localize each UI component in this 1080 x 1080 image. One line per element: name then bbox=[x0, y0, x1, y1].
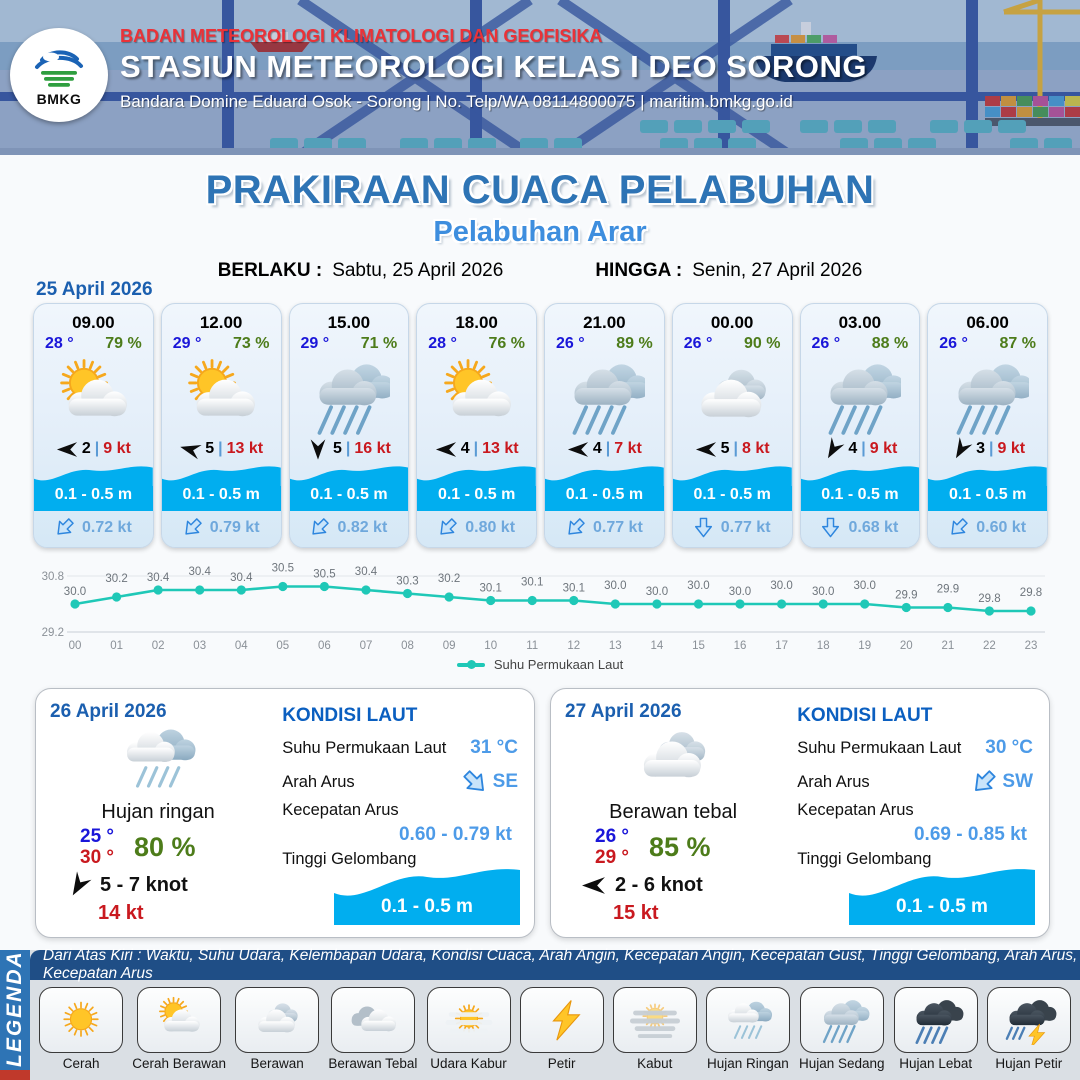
legend-item bbox=[328, 987, 417, 1071]
weather-card bbox=[927, 303, 1048, 548]
temperature-value: 28 ° bbox=[428, 335, 457, 352]
red-corner bbox=[0, 1070, 30, 1080]
legend-items bbox=[30, 980, 1080, 1080]
svg-text:21: 21 bbox=[941, 640, 955, 652]
wind-direction-icon bbox=[56, 441, 78, 458]
wind-separator: | bbox=[861, 440, 866, 457]
svg-text:05: 05 bbox=[276, 640, 290, 652]
legend-item bbox=[894, 987, 978, 1071]
legend-weather-icon bbox=[39, 987, 123, 1053]
sst-label: Suhu Permukaan Laut bbox=[797, 738, 962, 757]
legend-item bbox=[132, 987, 226, 1071]
wind-separator: | bbox=[345, 440, 351, 457]
svg-text:30.1: 30.1 bbox=[521, 576, 544, 589]
weather-card bbox=[33, 303, 154, 548]
hourly-forecast-row bbox=[33, 303, 1048, 548]
wave-height: 0.1 - 0.5 m bbox=[928, 486, 1047, 511]
temp-max: 30 ° bbox=[80, 847, 115, 869]
legend-item-label: Cerah bbox=[62, 1056, 100, 1071]
wave-height-band bbox=[34, 463, 153, 511]
legend-item bbox=[235, 987, 319, 1071]
wind-row bbox=[435, 440, 519, 458]
humidity-value: 71 % bbox=[360, 335, 398, 352]
temperature-value: 29 ° bbox=[300, 335, 330, 352]
wave-height: 0.1 - 0.5 m bbox=[545, 486, 664, 511]
legend-item bbox=[987, 987, 1071, 1071]
svg-text:30.4: 30.4 bbox=[188, 566, 211, 578]
svg-text:17: 17 bbox=[775, 640, 788, 652]
temperature-value: 26 ° bbox=[811, 335, 841, 352]
legend-item bbox=[427, 987, 511, 1071]
legend-item-label: Kabut bbox=[637, 1056, 673, 1071]
agency-title: BADAN METEOROLOGI KLIMATOLOGI DAN GEOFISIKA bbox=[120, 26, 603, 46]
svg-text:12: 12 bbox=[567, 640, 581, 652]
current-speed: 0.60 kt bbox=[976, 518, 1027, 536]
legend-item-label: Hujan Sedang bbox=[799, 1056, 885, 1071]
legend-section bbox=[0, 947, 1080, 1080]
current-direction-icon bbox=[457, 764, 492, 799]
wind-row bbox=[950, 440, 1025, 458]
svg-text:30.4: 30.4 bbox=[354, 566, 378, 578]
hingga-value: Senin, 27 April 2026 bbox=[692, 260, 863, 281]
current-row bbox=[290, 511, 409, 547]
current-speed: 0.77 kt bbox=[592, 518, 643, 536]
svg-text:13: 13 bbox=[608, 640, 622, 652]
current-direction-icon bbox=[561, 513, 589, 541]
current-direction-icon bbox=[967, 764, 1002, 799]
svg-text:29.9: 29.9 bbox=[936, 583, 960, 596]
wind-speed: 4 bbox=[460, 440, 470, 457]
wind-separator: | bbox=[473, 440, 479, 457]
wind-direction-icon bbox=[581, 876, 606, 895]
sst-chart bbox=[35, 560, 1045, 654]
wind-row bbox=[307, 440, 391, 458]
legend-item-label: Hujan Lebat bbox=[899, 1056, 973, 1071]
current-speed: 0.68 kt bbox=[848, 518, 899, 536]
humidity-value: 87 % bbox=[999, 335, 1036, 352]
wind-speed: 4 bbox=[848, 440, 858, 457]
time-label: 09.00 bbox=[72, 313, 115, 332]
svg-text:07: 07 bbox=[359, 640, 373, 652]
temperature-value: 26 ° bbox=[556, 335, 585, 352]
weather-icon bbox=[180, 354, 262, 440]
wind-range: 2 - 6 knot bbox=[615, 873, 703, 896]
weather-card bbox=[161, 303, 282, 548]
svg-text:30.0: 30.0 bbox=[853, 580, 876, 592]
legend-weather-icon bbox=[137, 987, 221, 1053]
wave-height-band bbox=[928, 463, 1047, 511]
wave-height-band bbox=[801, 463, 920, 511]
wind-direction-icon bbox=[821, 435, 847, 463]
wind-direction-icon bbox=[948, 435, 974, 463]
wind-range: 5 - 7 knot bbox=[100, 873, 188, 896]
legend-item-label: Berawan Tebal bbox=[328, 1056, 418, 1071]
wave-height-band bbox=[849, 863, 1035, 925]
berlaku-value: Sabtu, 25 April 2026 bbox=[332, 260, 504, 281]
svg-text:30.0: 30.0 bbox=[645, 586, 669, 598]
humidity-value: 79 % bbox=[105, 335, 142, 352]
weather-icon bbox=[436, 354, 518, 440]
svg-text:29.9: 29.9 bbox=[895, 589, 918, 602]
current-speed-label: Kecepatan Arus bbox=[282, 801, 399, 819]
weather-card bbox=[672, 303, 793, 548]
sst-label: Suhu Permukaan Laut bbox=[282, 738, 447, 757]
current-direction-icon bbox=[694, 517, 713, 538]
current-dir-value: SE bbox=[492, 771, 518, 792]
bmkg-logo-text: BMKG bbox=[36, 91, 82, 107]
wave-height: 0.1 - 0.5 m bbox=[381, 896, 473, 917]
wave-height-band bbox=[290, 463, 409, 511]
weather-icon bbox=[565, 719, 781, 799]
gust-speed: 14 kt bbox=[98, 901, 144, 924]
weather-icon bbox=[691, 354, 773, 440]
current-direction-icon bbox=[178, 513, 206, 541]
wind-speed: 3 bbox=[976, 440, 986, 457]
legend-weather-icon bbox=[987, 987, 1071, 1053]
legend-weather-icon bbox=[427, 987, 511, 1053]
svg-text:30.5: 30.5 bbox=[271, 562, 294, 575]
current-direction-icon bbox=[945, 513, 973, 541]
header-address: Bandara Domine Eduard Osok - Sorong | No. Telp/WA 08114800075 | maritim.bmkg.go.id bbox=[120, 92, 793, 111]
kondisi-laut-heading: KONDISI LAUT bbox=[797, 705, 933, 726]
weather-icon bbox=[308, 354, 390, 440]
wave-height: 0.1 - 0.5 m bbox=[673, 486, 792, 511]
wind-separator: | bbox=[989, 440, 994, 457]
legend-series-label: Suhu Permukaan Laut bbox=[493, 657, 624, 672]
svg-text:30.0: 30.0 bbox=[604, 580, 627, 592]
legend-item-label: Hujan Ringan bbox=[706, 1056, 789, 1071]
svg-text:22: 22 bbox=[983, 640, 996, 652]
current-direction-icon bbox=[821, 517, 840, 538]
svg-text:19: 19 bbox=[858, 640, 872, 652]
svg-text:30.4: 30.4 bbox=[146, 572, 170, 584]
wind-direction-icon bbox=[177, 438, 203, 460]
wind-speed: 5 bbox=[720, 440, 730, 457]
legend-item-label: Udara Kabur bbox=[430, 1056, 507, 1071]
wave-height-band bbox=[417, 463, 536, 511]
legend-item-label: Berawan bbox=[250, 1056, 304, 1071]
temperature-value: 26 ° bbox=[683, 335, 713, 352]
svg-text:23: 23 bbox=[1024, 640, 1038, 652]
svg-text:30.5: 30.5 bbox=[313, 568, 336, 581]
wave-height-band bbox=[545, 463, 664, 511]
wind-direction-icon bbox=[309, 438, 326, 460]
current-row bbox=[673, 511, 792, 547]
svg-text:09: 09 bbox=[442, 640, 456, 652]
wind-speed: 5 bbox=[205, 440, 215, 457]
temp-max: 29 ° bbox=[595, 847, 630, 869]
temp-min: 25 ° bbox=[80, 826, 115, 847]
temperature-value: 26 ° bbox=[939, 335, 968, 352]
current-row bbox=[928, 511, 1047, 547]
svg-text:11: 11 bbox=[526, 640, 539, 652]
wave-height: 0.1 - 0.5 m bbox=[34, 486, 153, 511]
humidity-value: 90 % bbox=[744, 335, 781, 352]
current-speed: 0.72 kt bbox=[81, 518, 132, 536]
svg-text:30.3: 30.3 bbox=[396, 575, 419, 588]
legend-weather-icon bbox=[235, 987, 319, 1053]
bmkg-logo bbox=[10, 28, 108, 122]
svg-text:30.4: 30.4 bbox=[230, 572, 253, 584]
svg-text:30.0: 30.0 bbox=[812, 586, 835, 598]
svg-text:14: 14 bbox=[650, 640, 664, 652]
wind-row bbox=[567, 440, 642, 458]
legend-item bbox=[39, 987, 123, 1071]
hingga-label: HINGGA : bbox=[595, 260, 683, 281]
wind-speed: 2 bbox=[81, 440, 91, 457]
temp-min: 26 ° bbox=[595, 826, 630, 847]
svg-text:30.2: 30.2 bbox=[437, 573, 461, 585]
time-label: 18.00 bbox=[455, 313, 498, 332]
time-label: 15.00 bbox=[327, 313, 371, 332]
current-speed: 0.80 kt bbox=[465, 518, 516, 536]
legend-item bbox=[613, 987, 697, 1071]
current-row bbox=[417, 511, 536, 547]
svg-text:20: 20 bbox=[899, 640, 913, 652]
weather-icon bbox=[563, 354, 645, 440]
sst-value: 31 °C bbox=[470, 737, 518, 758]
svg-text:02: 02 bbox=[151, 640, 165, 652]
current-speed: 0.79 kt bbox=[209, 518, 260, 536]
wind-speed: 4 bbox=[592, 440, 602, 457]
legend-caption: Dari Atas Kiri : Waktu, Suhu Udara, Kelembapan Udara, Kondisi Cuaca, Arah Angin, Kecepatan Angin, Kecepatan Gust, Tinggi Gelombang, Arah Arus, Kecepatan Arus bbox=[30, 950, 1080, 980]
legend-item-label: Hujan Petir bbox=[995, 1056, 1063, 1071]
time-label: 00.00 bbox=[710, 313, 754, 332]
legend-item bbox=[799, 987, 885, 1071]
day-card bbox=[550, 688, 1050, 938]
current-dir-label: Arah Arus bbox=[797, 772, 870, 791]
wind-separator: | bbox=[218, 440, 223, 457]
gust-speed: 9 kt bbox=[997, 440, 1026, 457]
legenda-title: LEGENDA bbox=[3, 950, 26, 1068]
weather-card bbox=[416, 303, 537, 548]
bmkg-emblem-icon bbox=[33, 44, 85, 92]
svg-text:15: 15 bbox=[692, 640, 705, 652]
current-row bbox=[162, 511, 281, 547]
wave-height-band bbox=[162, 463, 281, 511]
title-block bbox=[0, 155, 1080, 282]
wind-row bbox=[179, 440, 263, 458]
condition-label: Berawan tebal bbox=[609, 801, 738, 823]
current-speed-value: 0.60 - 0.79 kt bbox=[398, 824, 512, 845]
svg-text:30.2: 30.2 bbox=[105, 573, 128, 585]
svg-text:30.0: 30.0 bbox=[63, 586, 87, 598]
weather-card bbox=[289, 303, 410, 548]
weather-card bbox=[800, 303, 921, 548]
gust-speed: 9 kt bbox=[869, 440, 898, 457]
time-label: 21.00 bbox=[583, 313, 626, 332]
weather-icon bbox=[819, 354, 901, 440]
legend-item bbox=[520, 987, 604, 1071]
header bbox=[0, 0, 1080, 155]
kondisi-laut-heading: KONDISI LAUT bbox=[282, 705, 418, 726]
current-direction-icon bbox=[434, 513, 462, 541]
svg-text:30.0: 30.0 bbox=[687, 580, 710, 592]
wind-row bbox=[56, 440, 131, 458]
wave-height: 0.1 - 0.5 m bbox=[162, 486, 281, 511]
wind-row bbox=[822, 440, 897, 458]
svg-text:29.2: 29.2 bbox=[41, 627, 64, 639]
gust-speed: 13 kt bbox=[226, 440, 264, 457]
forecast-date: 25 April 2026 bbox=[36, 279, 153, 300]
wind-direction-icon bbox=[64, 869, 93, 900]
legend-item bbox=[706, 987, 790, 1071]
temperature-value: 28 ° bbox=[45, 335, 74, 352]
current-dir-label: Arah Arus bbox=[282, 772, 355, 791]
condition-label: Hujan ringan bbox=[101, 801, 215, 823]
gust-speed: 13 kt bbox=[482, 440, 519, 457]
gust-speed: 9 kt bbox=[103, 440, 131, 457]
svg-text:30.0: 30.0 bbox=[770, 580, 793, 592]
page-title: PRAKIRAAN CUACA PELABUHAN bbox=[205, 168, 875, 212]
svg-text:30.0: 30.0 bbox=[728, 586, 752, 598]
current-dir-value: SW bbox=[1002, 771, 1033, 792]
legend-weather-icon bbox=[520, 987, 604, 1053]
wave-label: Tinggi Gelombang bbox=[282, 850, 417, 868]
wave-height-band bbox=[334, 863, 520, 925]
svg-text:04: 04 bbox=[234, 640, 248, 652]
humidity-value: 76 % bbox=[488, 335, 525, 352]
current-direction-icon bbox=[306, 513, 334, 541]
gust-speed: 8 kt bbox=[742, 440, 770, 457]
gust-speed: 16 kt bbox=[354, 440, 391, 457]
svg-text:08: 08 bbox=[401, 640, 414, 652]
svg-text:29.8: 29.8 bbox=[1019, 587, 1043, 599]
station-title: STASIUN METEOROLOGI KELAS I DEO SORONG bbox=[120, 49, 867, 84]
time-label: 03.00 bbox=[838, 313, 882, 332]
current-row bbox=[801, 511, 920, 547]
wind-direction-icon bbox=[567, 441, 589, 458]
svg-text:29.8: 29.8 bbox=[978, 593, 1001, 605]
humidity-value: 73 % bbox=[233, 335, 270, 352]
svg-text:10: 10 bbox=[484, 640, 498, 652]
current-row bbox=[545, 511, 664, 547]
humidity-value: 89 % bbox=[616, 335, 653, 352]
current-direction-icon bbox=[50, 513, 78, 541]
svg-text:18: 18 bbox=[816, 640, 830, 652]
wave-height: 0.1 - 0.5 m bbox=[417, 486, 536, 511]
legend-item-label: Cerah Berawan bbox=[132, 1056, 227, 1071]
wave-height: 0.1 - 0.5 m bbox=[896, 896, 988, 917]
sst-value: 30 °C bbox=[985, 737, 1033, 758]
date-label: 27 April 2026 bbox=[565, 701, 682, 722]
wave-label: Tinggi Gelombang bbox=[797, 850, 932, 868]
legend-weather-icon bbox=[894, 987, 978, 1053]
validity-row bbox=[0, 260, 1080, 282]
legend-weather-icon bbox=[331, 987, 415, 1053]
wind-row bbox=[695, 440, 770, 458]
gust-speed: 15 kt bbox=[613, 901, 659, 924]
wind-direction-icon bbox=[695, 441, 717, 458]
humidity-value: 88 % bbox=[871, 335, 909, 352]
berlaku-label: BERLAKU : bbox=[217, 260, 323, 281]
current-speed-label: Kecepatan Arus bbox=[797, 801, 914, 819]
legenda-sidebar bbox=[0, 950, 30, 1080]
current-speed: 0.77 kt bbox=[720, 518, 771, 536]
wave-height-band bbox=[673, 463, 792, 511]
current-row bbox=[34, 511, 153, 547]
legend-weather-icon bbox=[800, 987, 884, 1053]
legend-marker bbox=[457, 663, 485, 667]
svg-text:00: 00 bbox=[68, 640, 82, 652]
legend-weather-icon bbox=[706, 987, 790, 1053]
wind-separator: | bbox=[605, 440, 611, 457]
weather-card bbox=[544, 303, 665, 548]
wave-height: 0.1 - 0.5 m bbox=[290, 486, 409, 511]
wind-separator: | bbox=[94, 440, 100, 457]
wind-separator: | bbox=[733, 440, 739, 457]
svg-text:30.1: 30.1 bbox=[562, 582, 585, 595]
humidity-value: 80 % bbox=[134, 831, 196, 862]
chart-legend bbox=[35, 657, 1045, 672]
svg-text:30.1: 30.1 bbox=[479, 582, 502, 595]
weather-icon bbox=[52, 354, 134, 440]
time-label: 06.00 bbox=[966, 313, 1009, 332]
svg-text:03: 03 bbox=[193, 640, 207, 652]
current-speed-value: 0.69 - 0.85 kt bbox=[913, 824, 1027, 845]
wave-height: 0.1 - 0.5 m bbox=[801, 486, 920, 511]
wind-speed: 5 bbox=[332, 440, 342, 457]
svg-text:01: 01 bbox=[110, 640, 123, 652]
wind-direction-icon bbox=[435, 441, 457, 458]
date-label: 26 April 2026 bbox=[50, 701, 167, 722]
humidity-value: 85 % bbox=[649, 831, 711, 862]
day-card bbox=[35, 688, 535, 938]
legend-item-label: Petir bbox=[547, 1056, 576, 1071]
weather-icon bbox=[947, 354, 1029, 440]
time-label: 12.00 bbox=[199, 313, 243, 332]
temperature-value: 29 ° bbox=[172, 335, 202, 352]
port-name: Pelabuhan Arar bbox=[433, 216, 647, 248]
weather-icon bbox=[50, 719, 266, 799]
svg-text:16: 16 bbox=[733, 640, 747, 652]
sst-chart-section bbox=[35, 560, 1045, 672]
legend-weather-icon bbox=[613, 987, 697, 1053]
svg-text:30.8: 30.8 bbox=[41, 571, 64, 583]
svg-text:06: 06 bbox=[318, 640, 331, 652]
current-speed: 0.82 kt bbox=[337, 518, 388, 536]
gust-speed: 7 kt bbox=[614, 440, 642, 457]
